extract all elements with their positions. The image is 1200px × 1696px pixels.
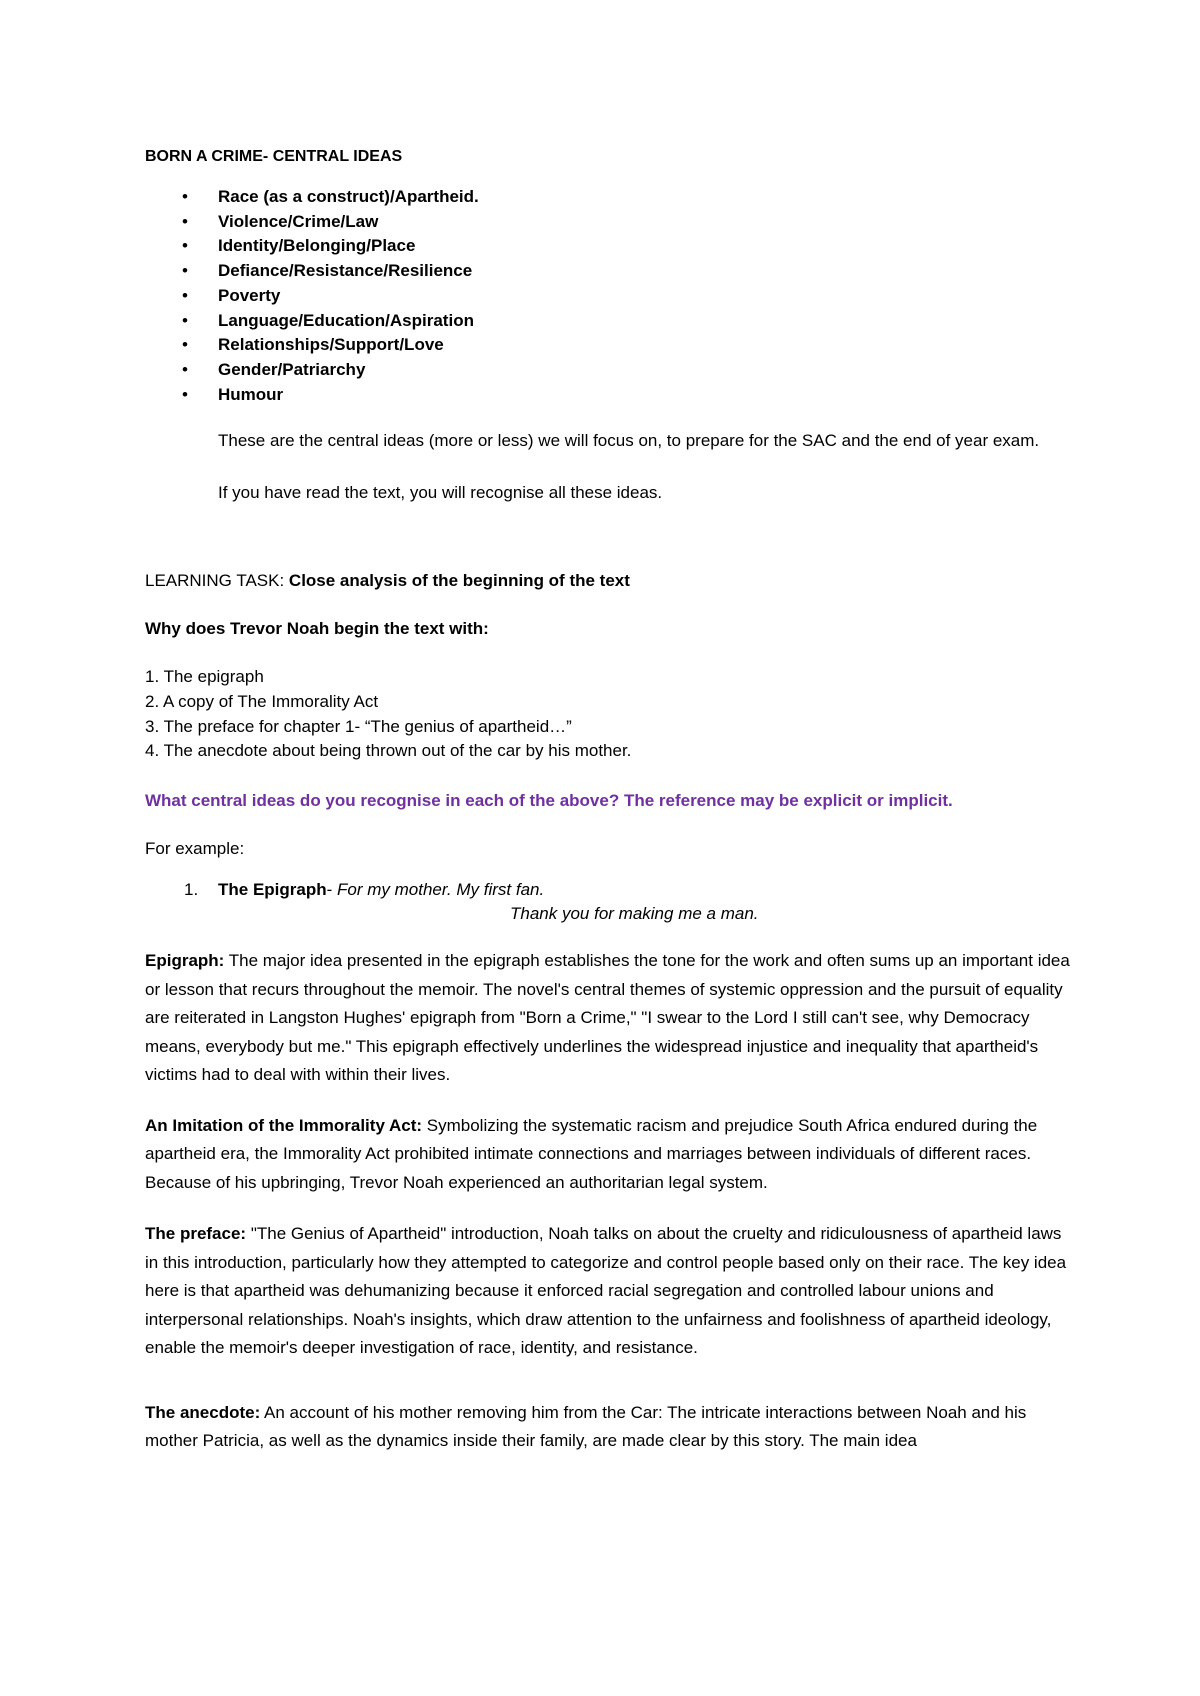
paragraph-preface: The preface: "The Genius of Apartheid" introduction, Noah talks on about the cruelty and ridiculousness of apartheid laws in this introduction, particularly how they attempted to categorize and control people based only on their race. The key idea here is that apartheid was dehumanizing because it enforced racial segregation and controlled labour unions and interpersonal relationships. Noah's insights, which draw attention to the unfairness and foolishness of apartheid ideology, enable the memoir's deeper investigation of race, identity, and resistance. bbox=[145, 1224, 1067, 1358]
list-item: 4. The anecdote about being thrown out of the car by his mother. bbox=[145, 741, 632, 761]
example-label: The Epigraph bbox=[218, 880, 327, 900]
list-item: • Language/Education/Aspiration bbox=[145, 309, 1075, 334]
bullet-icon: • bbox=[182, 359, 188, 379]
bullet-icon: • bbox=[182, 236, 188, 256]
list-item: • Identity/Belonging/Place bbox=[145, 234, 1075, 259]
list-item: 2. A copy of The Immorality Act bbox=[145, 692, 379, 712]
document-page bbox=[145, 145, 1075, 1456]
bullet-icon: • bbox=[182, 335, 188, 355]
task-label: LEARNING TASK: bbox=[145, 571, 285, 591]
list-item: • Race (as a construct)/Apartheid. bbox=[145, 185, 1075, 210]
highlighted-question: What central ideas do you recognise in each of the above? The reference may be explicit or implicit. bbox=[145, 791, 953, 811]
learning-task-heading bbox=[145, 569, 1075, 593]
epigraph-quote-line-1: For my mother. My first fan. bbox=[337, 880, 545, 900]
task-numbered-list bbox=[145, 665, 1075, 764]
list-item: 3. The preface for chapter 1- “The genius of apartheid…” bbox=[145, 716, 572, 736]
bullet-icon: • bbox=[182, 261, 188, 281]
document-title: BORN A CRIME- CENTRAL IDEAS bbox=[145, 148, 403, 165]
list-item: 1. The epigraph bbox=[145, 667, 264, 687]
for-example-label: For example: bbox=[145, 839, 245, 859]
list-item: • Humour bbox=[145, 383, 1075, 408]
intro-paragraph-note: If you have read the text, you will recognise all these ideas. bbox=[218, 483, 663, 503]
example-epigraph-line: 1. The Epigraph- For my mother. My first fan. bbox=[145, 878, 1075, 902]
example-number: 1. bbox=[184, 880, 199, 900]
list-item: • Poverty bbox=[145, 284, 1075, 309]
bullet-icon: • bbox=[182, 187, 188, 206]
bullet-icon: • bbox=[182, 384, 188, 404]
central-ideas-list bbox=[145, 185, 1075, 407]
task-title: Close analysis of the beginning of the text bbox=[284, 571, 630, 591]
bullet-icon: • bbox=[182, 310, 188, 330]
paragraph-anecdote: The anecdote: An account of his mother removing him from the Car: The intricate interactions between Noah and his mother Patricia, as well as the dynamics inside their family, are made clear by this story. The main idea bbox=[145, 1402, 1027, 1451]
list-item: • Violence/Crime/Law bbox=[145, 210, 1075, 235]
paragraph-immorality-act: An Imitation of the Immorality Act: Symbolizing the systematic racism and prejudice South Africa endured during the apartheid era, the Immorality Act prohibited intimate connections and marriages between individuals of different races. Because of his upbringing, Trevor Noah experienced an authoritarian legal system. bbox=[145, 1115, 1038, 1192]
list-item: • Relationships/Support/Love bbox=[145, 333, 1075, 358]
bullet-icon: • bbox=[182, 285, 188, 305]
list-item: • Defiance/Resistance/Resilience bbox=[145, 259, 1075, 284]
intro-paragraph: These are the central ideas (more or less) we will focus on, to prepare for the SAC and the end of year exam. bbox=[218, 431, 1040, 451]
list-item: • Gender/Patriarchy bbox=[145, 358, 1075, 383]
bullet-icon: • bbox=[182, 211, 188, 231]
task-question: Why does Trevor Noah begin the text with: bbox=[145, 619, 489, 639]
epigraph-quote-line-2: Thank you for making me a man. bbox=[510, 904, 759, 924]
paragraph-epigraph: Epigraph: The major idea presented in the epigraph establishes the tone for the work and often sums up an important idea or lesson that recurs throughout the memoir. The novel's central themes of systemic oppression and the pursuit of equality are reiterated in Langston Hughes' epigraph from "Born a Crime," "I swear to the Lord I still can't see, why Democracy means, everybody but me." This epigraph effectively underlines the widespread injustice and inequality that apartheid's victims had to deal with within their lives. bbox=[145, 951, 1070, 1085]
